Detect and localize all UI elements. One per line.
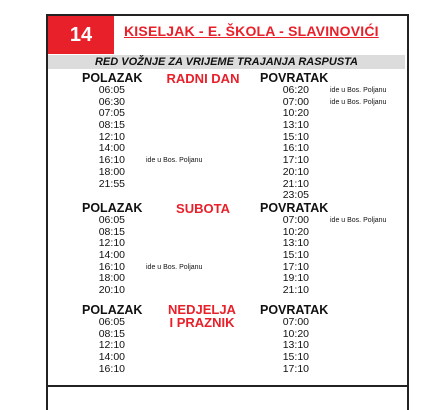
departure-note (146, 285, 202, 297)
return-header: POVRATAK (260, 201, 329, 215)
departure-time: 21:55 (98, 177, 125, 190)
return-time: 13:10 (282, 237, 309, 250)
return-note (330, 262, 386, 274)
return-note (330, 285, 386, 297)
departure-time: 18:00 (98, 272, 125, 285)
departure-note (146, 85, 202, 97)
return-time: 17:10 (282, 362, 309, 375)
return-note (330, 273, 386, 285)
departure-note (146, 250, 202, 262)
departure-time: 06:05 (98, 316, 125, 328)
return-notes-weekday (330, 85, 386, 202)
bottom-divider (46, 385, 407, 387)
departure-time: 06:30 (98, 95, 125, 108)
departure-time: 07:05 (98, 107, 125, 120)
departure-notes-saturday (146, 215, 202, 297)
departure-time: 12:10 (98, 237, 125, 250)
return-time: 07:00 (282, 95, 309, 108)
return-time: 10:20 (282, 225, 309, 238)
departure-note (146, 273, 202, 285)
return-time: 23:05 (282, 189, 309, 202)
departure-header: POLAZAK (82, 201, 143, 215)
departure-time: 14:00 (98, 249, 125, 262)
return-header: POVRATAK (260, 303, 329, 317)
departure-time: 08:15 (98, 327, 125, 340)
departure-times-sunday (80, 317, 125, 375)
day-heading-saturday: SUBOTA (176, 201, 230, 216)
departure-note (146, 120, 202, 132)
departure-header: POLAZAK (82, 71, 143, 85)
return-note: ide u Bos. Poljanu (330, 217, 387, 224)
departure-time: 16:10 (98, 362, 125, 375)
departure-time: 06:05 (98, 84, 125, 96)
day-heading-sunday (152, 303, 252, 329)
return-time: 13:10 (282, 339, 309, 352)
return-time: 16:10 (282, 142, 309, 155)
departure-note (146, 179, 202, 191)
departure-time: 12:10 (98, 339, 125, 352)
departure-header: POLAZAK (82, 303, 143, 317)
return-time: 20:10 (282, 165, 309, 178)
return-time: 10:20 (282, 107, 309, 120)
day-heading-sunday-line2: I PRAZNIK (169, 315, 235, 330)
return-note: ide u Bos. Poljanu (330, 98, 387, 106)
departure-note (146, 215, 202, 227)
return-time: 17:10 (282, 154, 309, 167)
departure-note (146, 227, 202, 239)
return-time: 13:10 (282, 119, 309, 132)
departure-time: 20:10 (98, 284, 125, 297)
departure-note (146, 238, 202, 250)
departure-note: ide u Bos. Poljanu (146, 157, 203, 165)
return-note (330, 120, 386, 132)
departure-note (146, 167, 202, 179)
return-time: 07:00 (282, 214, 309, 226)
return-time: 19:10 (282, 272, 309, 285)
departure-time: 16:10 (98, 154, 125, 167)
schedule-subtitle: RED VOŽNJE ZA VRIJEME TRAJANJA RASPUSTA (48, 55, 405, 69)
return-note (330, 167, 386, 179)
return-time: 21:10 (282, 284, 309, 297)
return-time: 21:10 (282, 177, 309, 190)
return-time: 15:10 (282, 249, 309, 262)
return-time: 10:20 (282, 327, 309, 340)
return-note (330, 143, 386, 155)
return-time: 07:00 (282, 316, 309, 328)
return-note (330, 108, 386, 120)
departure-note (146, 143, 202, 155)
return-time: 15:10 (282, 351, 309, 364)
return-header: POVRATAK (260, 71, 329, 85)
departure-time: 06:05 (98, 214, 125, 226)
return-time: 15:10 (282, 130, 309, 143)
return-times-weekday (262, 85, 309, 202)
return-note (330, 238, 386, 250)
departure-note (146, 97, 202, 109)
route-title: KISELJAK - E. ŠKOLA - SLAVINOVIĆI (124, 23, 379, 39)
return-note (330, 190, 386, 202)
departure-note (146, 108, 202, 120)
departure-note (146, 132, 202, 144)
day-heading-sunday-line1: NEDJELJA (168, 302, 236, 317)
return-times-saturday (262, 215, 309, 297)
departure-notes-weekday (146, 85, 202, 190)
return-time: 17:10 (282, 260, 309, 273)
departure-time: 14:00 (98, 142, 125, 155)
departure-note: ide u Bos. Poljanu (146, 263, 203, 271)
return-times-sunday (262, 317, 309, 375)
route-number-badge: 14 (48, 16, 114, 54)
return-notes-saturday (330, 215, 386, 297)
departure-time: 18:00 (98, 165, 125, 178)
departure-time: 16:10 (98, 260, 125, 273)
departure-times-saturday (80, 215, 125, 297)
departure-time: 12:10 (98, 130, 125, 143)
return-note (330, 227, 386, 239)
return-note: ide u Bos. Poljanu (330, 87, 387, 94)
departure-time: 14:00 (98, 351, 125, 364)
departure-times-weekday (80, 85, 125, 190)
departure-time: 08:15 (98, 119, 125, 132)
day-heading-weekday: RADNI DAN (166, 71, 240, 86)
return-note (330, 250, 386, 262)
return-note (330, 179, 386, 191)
return-note (330, 155, 386, 167)
return-note (330, 132, 386, 144)
departure-time: 08:15 (98, 225, 125, 238)
return-time: 06:20 (282, 84, 309, 96)
